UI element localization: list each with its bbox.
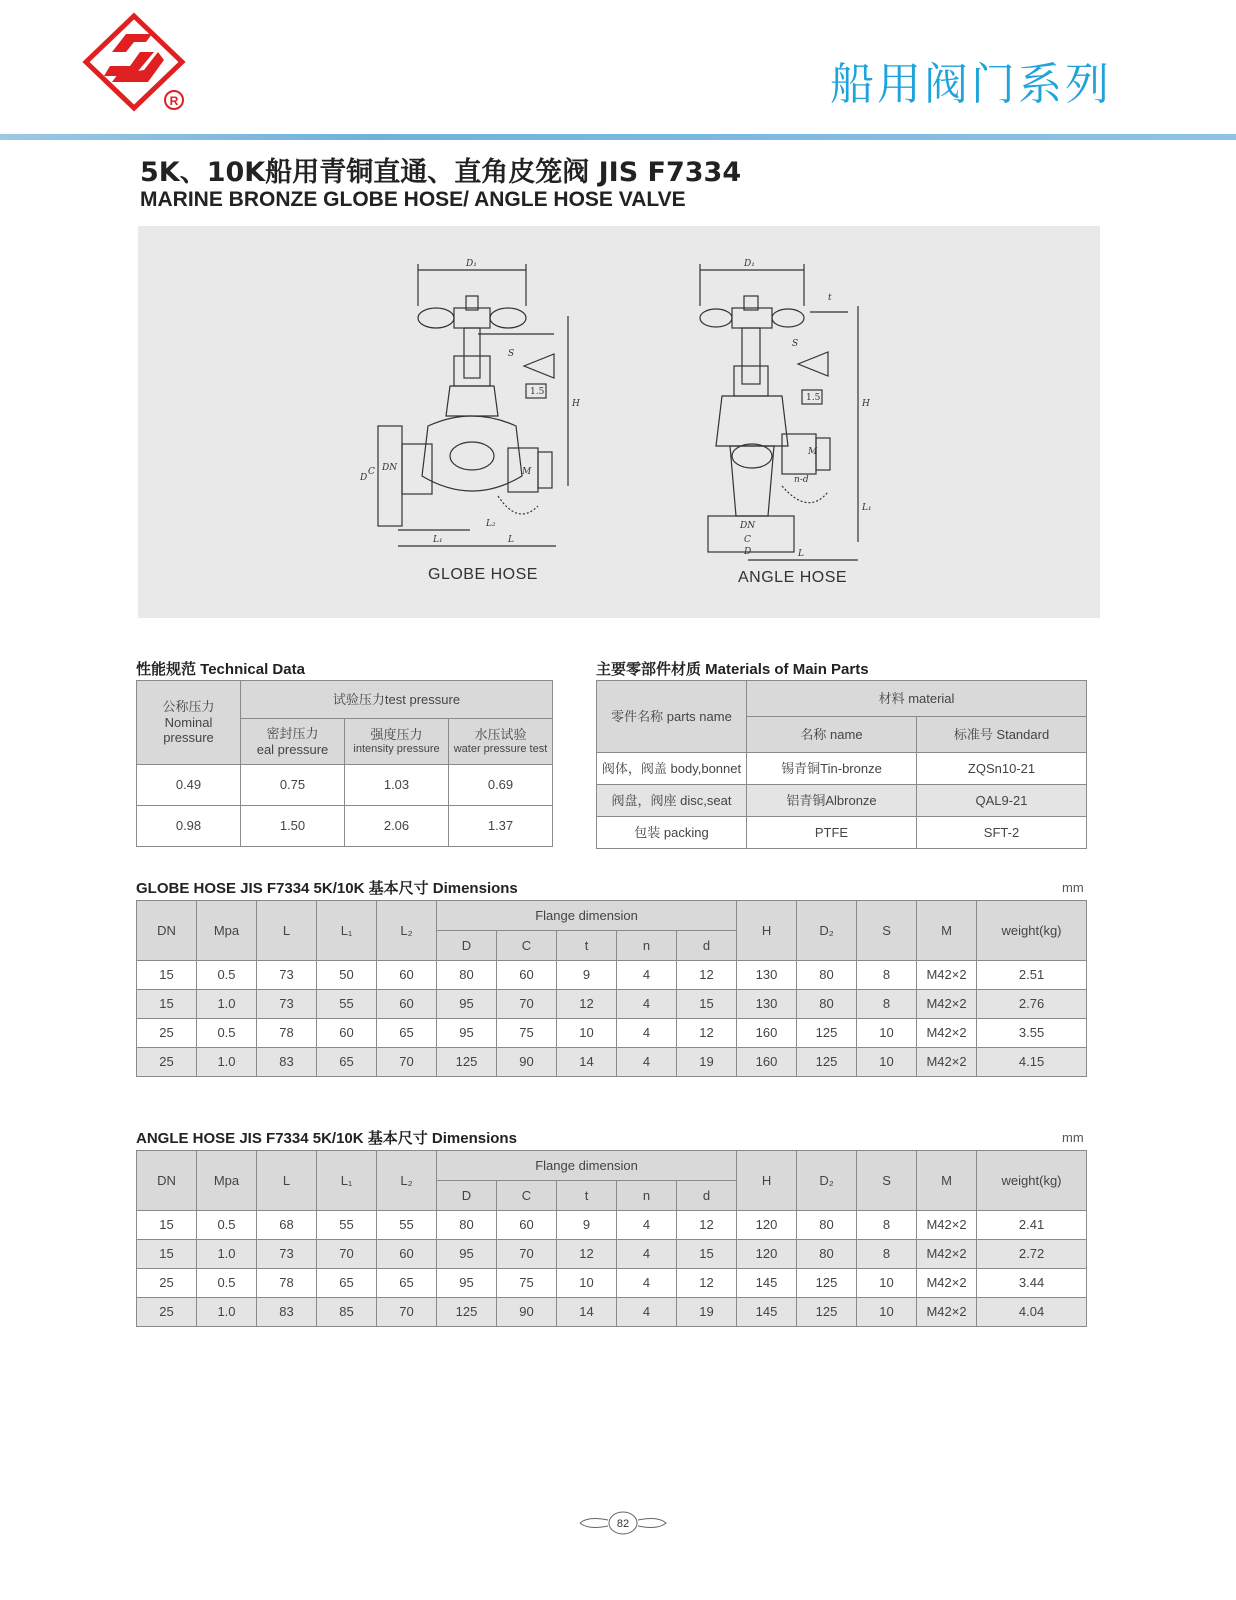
table-cell: 120 (737, 1211, 797, 1240)
table-cell: 95 (437, 990, 497, 1019)
table-cell: 80 (437, 1211, 497, 1240)
table-cell: 95 (437, 1269, 497, 1298)
material-standard-header: 标准号 Standard (917, 717, 1087, 753)
header-divider (0, 134, 1236, 140)
table-cell: 80 (797, 990, 857, 1019)
brand-logo (82, 12, 192, 112)
table-cell: 1.0 (197, 990, 257, 1019)
table-cell: 10 (557, 1269, 617, 1298)
table-cell: 4 (617, 1019, 677, 1048)
globe-d1-label: D₁ (466, 259, 477, 269)
table-cell: 70 (377, 1298, 437, 1327)
table-row: 0.49 0.75 1.03 0.69 (137, 765, 553, 806)
table-cell: 95 (437, 1240, 497, 1269)
globe-unit: mm (1062, 880, 1084, 895)
table-cell: 4 (617, 990, 677, 1019)
table-row: 0.98 1.50 2.06 1.37 (137, 806, 553, 847)
table-cell: 60 (497, 961, 557, 990)
table-cell: M42×2 (917, 1048, 977, 1077)
table-cell: 80 (437, 961, 497, 990)
table-cell: 25 (137, 1269, 197, 1298)
angle-l1-label: L₁ (862, 503, 872, 513)
table-cell: 50 (317, 961, 377, 990)
table-cell: M42×2 (917, 1019, 977, 1048)
table-cell: 70 (497, 1240, 557, 1269)
table-cell: 9 (557, 1211, 617, 1240)
table-cell: 125 (797, 1298, 857, 1327)
table-cell: 25 (137, 1019, 197, 1048)
tech-data-title: 性能规范 Technical Data (136, 661, 305, 678)
table-cell: 60 (497, 1211, 557, 1240)
table-cell: 12 (557, 1240, 617, 1269)
page-title-cn: 5K、10K船用青铜直通、直角皮笼阀 JIS F7334 (140, 157, 742, 188)
angle-m-label: M (808, 447, 818, 457)
table-cell: 3.44 (977, 1269, 1087, 1298)
table-cell: 55 (377, 1211, 437, 1240)
table-cell: 120 (737, 1240, 797, 1269)
globe-c-label: C (368, 467, 375, 477)
table-cell: 90 (497, 1298, 557, 1327)
table-cell: 10 (857, 1048, 917, 1077)
table-cell: 60 (317, 1019, 377, 1048)
table-cell: 0.5 (197, 961, 257, 990)
globe-dims-title: GLOBE HOSE JIS F7334 5K/10K 基本尺寸 Dimensions (136, 880, 518, 897)
table-cell: 80 (797, 1240, 857, 1269)
table-cell: 70 (497, 990, 557, 1019)
table-cell: 60 (377, 961, 437, 990)
globe-d-label: D (360, 473, 368, 483)
table-cell: 60 (377, 1240, 437, 1269)
table-cell: 70 (317, 1240, 377, 1269)
table-cell: 145 (737, 1298, 797, 1327)
angle-s-label: S (792, 339, 799, 349)
globe-h-label: H (572, 399, 580, 409)
page-number (578, 1508, 668, 1538)
globe-l2-label: L₂ (486, 519, 496, 529)
angle-c-label: C (744, 535, 751, 545)
table-row (137, 1269, 1087, 1298)
materials-title: 主要零部件材质 Materials of Main Parts (596, 661, 869, 678)
table-cell: 1.0 (197, 1048, 257, 1077)
table-cell: 160 (737, 1048, 797, 1077)
materials-table (596, 680, 1087, 849)
table-cell: 15 (677, 1240, 737, 1269)
table-cell: 90 (497, 1048, 557, 1077)
table-cell: 73 (257, 961, 317, 990)
table-cell: 125 (797, 1048, 857, 1077)
water-pressure-header: 水压试验 water pressure test (449, 719, 553, 765)
table-cell: 8 (857, 990, 917, 1019)
table-cell: 15 (137, 961, 197, 990)
globe-m-label: M (522, 467, 532, 477)
table-cell: 4 (617, 1298, 677, 1327)
table-cell: 10 (557, 1019, 617, 1048)
svg-text:R: R (169, 94, 179, 108)
table-cell: 55 (317, 1211, 377, 1240)
table-cell: 4.15 (977, 1048, 1087, 1077)
globe-s-label: S (508, 349, 515, 359)
table-cell: 14 (557, 1298, 617, 1327)
table-cell: 12 (557, 990, 617, 1019)
table-cell: 12 (677, 961, 737, 990)
seal-pressure-header: 密封压力 eal pressure (241, 719, 345, 765)
angle-dimensions-table: DN Mpa L L₁ L₂ Flange dimension H D₂ S M weight(kg) D C t n d 15 0.5 68 55 55 80 60 9 4 12 120 80 8 M42×2 2.41 15 1.0 73 70 60 95 70 12 4 15 120 80 8 M42×2 2.72 25 0.5 78 65 65 95 75 10 4 12 145 125 10 M42×2 3.44 25 1.0 83 85 70 125 90 14 4 19 145 125 10 M42×2 4.04 (136, 1150, 1087, 1327)
table-cell: 65 (317, 1269, 377, 1298)
globe-caption: GLOBE HOSE (428, 566, 538, 583)
table-cell: 15 (137, 1211, 197, 1240)
angle-l-label: L (798, 549, 804, 559)
table-row (137, 1240, 1087, 1269)
table-cell: 75 (497, 1269, 557, 1298)
table-cell: 4 (617, 1240, 677, 1269)
angle-caption: ANGLE HOSE (738, 569, 848, 586)
globe-l1-label: L₁ (433, 535, 443, 545)
table-cell: M42×2 (917, 1240, 977, 1269)
table-cell: 10 (857, 1019, 917, 1048)
table-cell: 0.5 (197, 1211, 257, 1240)
table-row (137, 1019, 1087, 1048)
table-cell: 8 (857, 961, 917, 990)
table-cell: 95 (437, 1019, 497, 1048)
table-cell: 15 (137, 1240, 197, 1269)
table-row: 阀体，阀盖 body,bonnet 锡青铜Tin-bronze ZQSn10-21 (597, 753, 1087, 785)
angle-d1-label: D₁ (744, 259, 755, 269)
angle-hose-drawing (678, 256, 918, 566)
table-cell: 145 (737, 1269, 797, 1298)
table-cell: 2.41 (977, 1211, 1087, 1240)
table-cell: 12 (677, 1269, 737, 1298)
table-cell: 78 (257, 1269, 317, 1298)
table-cell: 80 (797, 1211, 857, 1240)
table-cell: 9 (557, 961, 617, 990)
table-row (137, 1211, 1087, 1240)
table-cell: 85 (317, 1298, 377, 1327)
table-cell: 10 (857, 1269, 917, 1298)
nominal-pressure-header: 公称压力 Nominal pressure (137, 681, 241, 765)
table-cell: 83 (257, 1298, 317, 1327)
table-cell: 25 (137, 1048, 197, 1077)
table-cell: 125 (797, 1269, 857, 1298)
angle-d-label: D (744, 547, 752, 557)
tech-data-table (136, 680, 553, 847)
globe-l-label: L (508, 535, 514, 545)
table-cell: 68 (257, 1211, 317, 1240)
table-cell: 12 (677, 1211, 737, 1240)
table-cell: 73 (257, 1240, 317, 1269)
table-cell: 75 (497, 1019, 557, 1048)
parts-name-header: 零件名称 parts name (597, 681, 747, 753)
globe-dimensions-table: DN Mpa L L₁ L₂ Flange dimension H D₂ S M weight(kg) D C t n d 15 0.5 73 50 60 80 60 9 4 12 130 80 8 M42×2 2.51 15 1.0 73 55 60 95 70 12 4 15 130 80 8 M42×2 2.76 25 0.5 78 60 65 95 75 10 4 12 160 125 10 M42×2 3.55 25 1.0 83 65 70 125 90 14 4 19 160 125 10 M42×2 4.15 (136, 900, 1087, 1077)
table-cell: 78 (257, 1019, 317, 1048)
table-cell: 8 (857, 1240, 917, 1269)
table-cell: 2.51 (977, 961, 1087, 990)
table-cell: 65 (317, 1048, 377, 1077)
series-title: 船用阀门系列 (830, 59, 1112, 110)
table-cell: 55 (317, 990, 377, 1019)
table-cell: 4 (617, 1269, 677, 1298)
table-cell: 25 (137, 1298, 197, 1327)
table-cell: M42×2 (917, 1298, 977, 1327)
table-cell: 10 (857, 1298, 917, 1327)
table-cell: 4 (617, 961, 677, 990)
angle-nd-label: n-d (794, 475, 809, 485)
table-cell: 160 (737, 1019, 797, 1048)
table-cell: 0.5 (197, 1269, 257, 1298)
table-cell: 4.04 (977, 1298, 1087, 1327)
table-cell: 1.0 (197, 1298, 257, 1327)
material-header: 材料 material (747, 681, 1087, 717)
table-cell: 130 (737, 961, 797, 990)
angle-dim15-label: 1.5 (806, 393, 821, 403)
table-row (137, 1048, 1087, 1077)
table-cell: 4 (617, 1211, 677, 1240)
table-cell: M42×2 (917, 990, 977, 1019)
table-cell: 70 (377, 1048, 437, 1077)
table-cell: 8 (857, 1211, 917, 1240)
table-cell: 65 (377, 1269, 437, 1298)
material-name-header: 名称 name (747, 717, 917, 753)
table-cell: M42×2 (917, 1269, 977, 1298)
table-cell: 83 (257, 1048, 317, 1077)
table-row (137, 1298, 1087, 1327)
table-cell: 19 (677, 1048, 737, 1077)
angle-dn-label: DN (740, 521, 756, 531)
test-pressure-header: 试验压力test pressure (241, 681, 553, 719)
angle-unit: mm (1062, 1130, 1084, 1145)
table-row: 阀盘，阀座 disc,seat 铝青铜Albronze QAL9-21 (597, 785, 1087, 817)
table-cell: 60 (377, 990, 437, 1019)
table-cell: M42×2 (917, 961, 977, 990)
table-cell: 1.0 (197, 1240, 257, 1269)
table-cell: 125 (797, 1019, 857, 1048)
table-cell: 3.55 (977, 1019, 1087, 1048)
angle-t-label: t (828, 293, 832, 303)
globe-dim15-label: 1.5 (530, 387, 545, 397)
table-cell: 2.72 (977, 1240, 1087, 1269)
table-cell: 15 (137, 990, 197, 1019)
intensity-pressure-header: 强度压力 intensity pressure (345, 719, 449, 765)
page-title-en: MARINE BRONZE GLOBE HOSE/ ANGLE HOSE VALVE (140, 188, 686, 211)
table-cell: 12 (677, 1019, 737, 1048)
table-cell: 4 (617, 1048, 677, 1077)
globe-dn-label: DN (382, 463, 398, 473)
angle-h-label: H (862, 399, 870, 409)
angle-dims-title: ANGLE HOSE JIS F7334 5K/10K 基本尺寸 Dimensions (136, 1130, 517, 1147)
table-cell: 0.5 (197, 1019, 257, 1048)
globe-hose-drawing (358, 256, 598, 556)
table-cell: 80 (797, 961, 857, 990)
table-row (137, 961, 1087, 990)
table-cell: 65 (377, 1019, 437, 1048)
table-cell: 15 (677, 990, 737, 1019)
table-cell: 125 (437, 1298, 497, 1327)
table-cell: 125 (437, 1048, 497, 1077)
table-cell: 14 (557, 1048, 617, 1077)
table-row: 包装 packing PTFE SFT-2 (597, 817, 1087, 849)
table-cell: 19 (677, 1298, 737, 1327)
table-cell: 73 (257, 990, 317, 1019)
page-number-text: 82 (616, 1518, 630, 1530)
table-cell: 2.76 (977, 990, 1087, 1019)
table-cell: 130 (737, 990, 797, 1019)
table-row (137, 990, 1087, 1019)
table-cell: M42×2 (917, 1211, 977, 1240)
drawing-panel (138, 226, 1100, 618)
